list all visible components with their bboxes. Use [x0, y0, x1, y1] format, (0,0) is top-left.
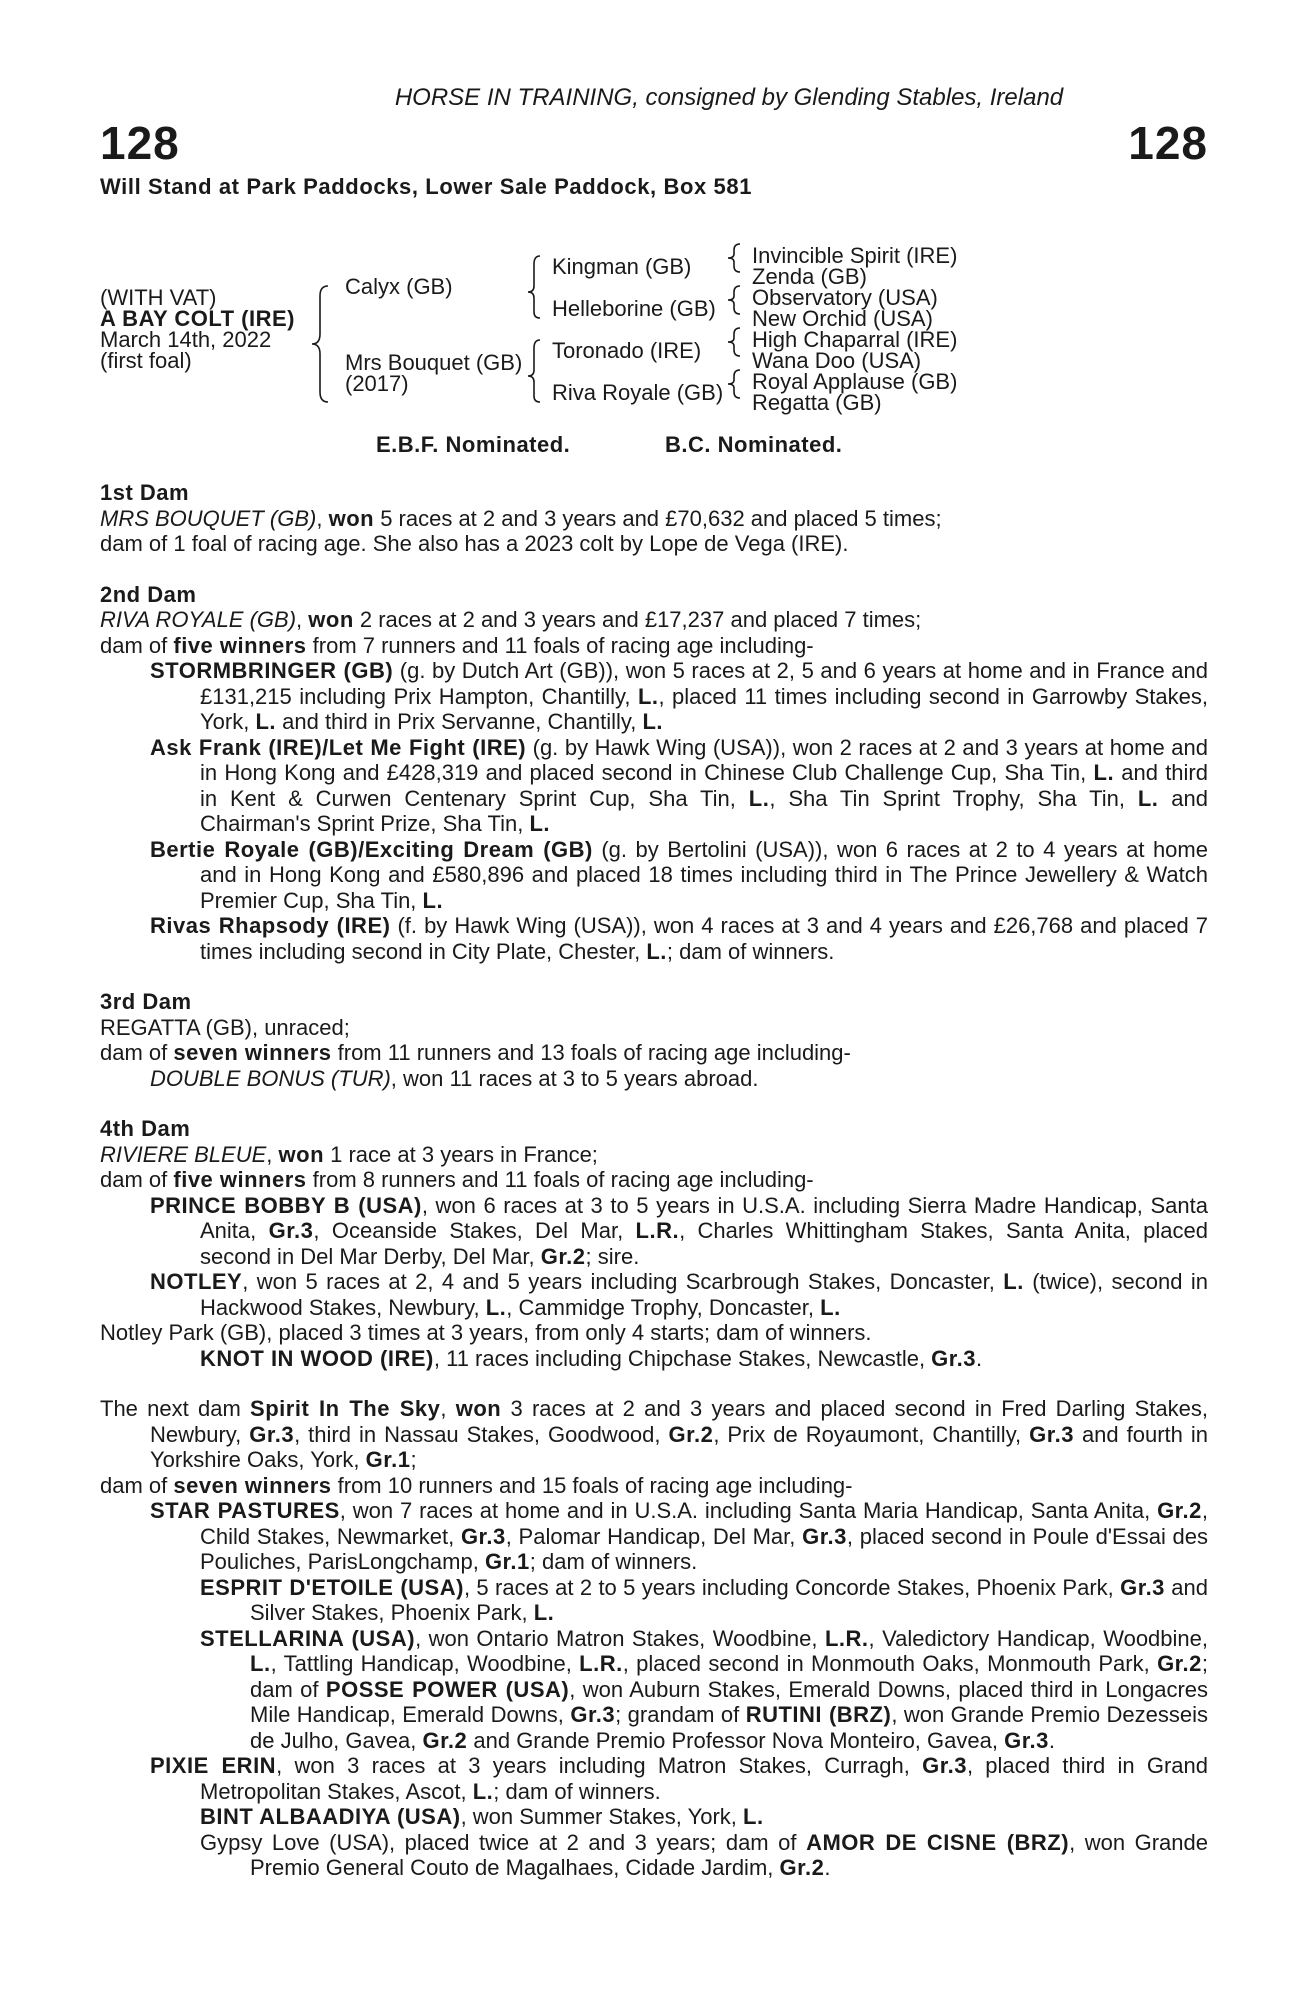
bracket-helleborine	[728, 286, 740, 314]
pedigree-notes	[100, 480, 1208, 1906]
bracket-dam	[528, 340, 540, 402]
progeny-pixie-erin: PIXIE ERIN, won 3 races at 3 years including Matron Stakes, Curragh, Gr.3, placed third in Grand Metropolitan Stakes, Ascot, L.; dam of winners.	[150, 1753, 1208, 1804]
bracket-kingman	[728, 244, 740, 272]
next-dam-section	[100, 1396, 1208, 1881]
bracket-toronado	[728, 328, 740, 356]
ancestor-dss: High Chaparral (IRE)	[752, 327, 958, 352]
bracket-riva	[728, 370, 740, 398]
third-dam-section	[100, 989, 1208, 1091]
lot-number-left: 128	[100, 117, 180, 169]
progeny-notley-park: Notley Park (GB), placed 3 times at 3 years, from only 4 starts; dam of winners.	[100, 1320, 872, 1345]
third-dam-produce: dam of seven winners from 11 runners and 13 foals of racing age including-	[100, 1040, 851, 1065]
progeny-bint-albaadiya: BINT ALBAADIYA (USA), won Summer Stakes, York, L.	[200, 1804, 764, 1829]
sire-name: Calyx (GB)	[345, 274, 453, 299]
horse-name: A BAY COLT (IRE)	[100, 306, 296, 331]
ancestor-sds: Observatory (USA)	[752, 285, 938, 310]
next-dam-record: The next dam Spirit In The Sky, won 3 races at 2 and 3 years and placed second in Fred Darling Stakes, Newbury, Gr.3, third in Nassau Stakes, Goodwood, Gr.2, Prix de Royaumont, Chantilly, Gr.3 and fourth in Yorkshire Oaks, York, Gr.1;	[100, 1396, 1208, 1472]
horse-dob: March 14th, 2022	[100, 327, 272, 352]
progeny-rivas-rhapsody: Rivas Rhapsody (IRE) (f. by Hawk Wing (USA)), won 4 races at 3 and 4 years and £26,768 and placed 7 times including second in City Plate, Chester, L.; dam of winners.	[150, 913, 1208, 964]
bracket-gen1	[312, 286, 328, 402]
progeny-notley: NOTLEY, won 5 races at 2, 4 and 5 years including Scarbrough Stakes, Doncaster, L. (twice), second in Hackwood Stakes, Newbury, L., Cammidge Trophy, Doncaster, L.	[150, 1269, 1208, 1320]
third-dam-heading: 3rd Dam	[100, 989, 192, 1014]
stand-location: Will Stand at Park Paddocks, Lower Sale Paddock, Box 581	[100, 174, 753, 199]
ancestor-dsd: Wana Doo (USA)	[752, 348, 922, 373]
consignor-line: HORSE IN TRAINING, consigned by Glending Stables, Ireland	[394, 84, 1064, 111]
progeny-ask-frank: Ask Frank (IRE)/Let Me Fight (IRE) (g. by Hawk Wing (USA)), won 2 races at 2 and 3 years at home and in Hong Kong and £428,319 and placed second in Chinese Club Challenge Cup, Sha Tin, L. and third in Kent & Curwen Centenary Sprint Cup, Sha Tin, L., Sha Tin Sprint Trophy, Sha Tin, L. and Chairman's Sprint Prize, Sha Tin, L.	[150, 734, 1209, 836]
progeny-bertie-royale: Bertie Royale (GB)/Exciting Dream (GB) (g. by Bertolini (USA)), won 6 races at 2 to 4 years at home and in Hong Kong and £580,896 and placed 18 times including third in The Prince Jewellery & Watch Premier Cup, Sha Tin, L.	[150, 836, 1208, 913]
progeny-double-bonus: DOUBLE BONUS (TUR), won 11 races at 3 to 5 years abroad.	[150, 1065, 759, 1091]
progeny-stormbringer: STORMBRINGER (GB) (g. by Dutch Art (GB)), won 5 races at 2, 5 and 6 years at home and in France and £131,215 including Prix Hampton, Chantilly, L., placed 11 times including second in Garrowby Stakes, York, L. and third in Prix Servanne, Chantilly, L.	[150, 658, 1209, 734]
fourth-dam-section	[100, 1116, 1208, 1371]
dam-dam: Riva Royale (GB)	[552, 380, 724, 405]
fourth-dam-heading: 4th Dam	[100, 1116, 191, 1141]
progeny-gypsy-love: Gypsy Love (USA), placed twice at 2 and 3 years; dam of AMOR DE CISNE (BRZ), won Grande Premio General Couto de Magalhaes, Cidade Jardim, Gr.2.	[200, 1829, 1208, 1880]
first-dam-section	[100, 480, 1208, 557]
first-dam-heading: 1st Dam	[100, 480, 190, 505]
ancestor-sdd: New Orchid (USA)	[752, 306, 933, 331]
fourth-dam-record: RIVIERE BLEUE, won 1 race at 3 years in France;	[100, 1141, 598, 1167]
next-dam-produce: dam of seven winners from 10 runners and 15 foals of racing age including-	[100, 1472, 853, 1498]
progeny-knot-in-wood: KNOT IN WOOD (IRE), 11 races including Chipchase Stakes, Newcastle, Gr.3.	[200, 1345, 983, 1371]
fourth-dam-produce: dam of five winners from 8 runners and 11 foals of racing age including-	[100, 1167, 814, 1192]
ancestor-ddd: Regatta (GB)	[752, 390, 882, 415]
second-dam-record: RIVA ROYALE (GB), won 2 races at 2 and 3 years and £17,237 and placed 7 times;	[100, 607, 922, 632]
second-dam-produce: dam of five winners from 7 runners and 11 foals of racing age including-	[100, 632, 814, 658]
vat-note: (WITH VAT)	[100, 285, 217, 310]
ancestor-sss: Invincible Spirit (IRE)	[752, 243, 958, 268]
bc-nominated: B.C. Nominated.	[665, 432, 843, 457]
ancestor-dds: Royal Applause (GB)	[752, 369, 958, 394]
progeny-esprit-detoile: ESPRIT D'ETOILE (USA), 5 races at 2 to 5 years including Concorde Stakes, Phoenix Park, Gr.3 and Silver Stakes, Phoenix Park, L.	[200, 1574, 1208, 1625]
horse-note: (first foal)	[100, 348, 192, 373]
dam-name: Mrs Bouquet (GB)	[345, 350, 523, 375]
progeny-star-pastures: STAR PASTURES, won 7 races at home and in U.S.A. including Santa Maria Handicap, Santa Anita, Gr.2, Child Stakes, Newmarket, Gr.3, Palomar Handicap, Del Mar, Gr.3, placed second in Poule d'Essai des Pouliches, ParisLongchamp, Gr.1; dam of winners.	[150, 1498, 1209, 1574]
progeny-prince-bobby-b: PRINCE BOBBY B (USA), won 6 races at 3 to 5 years in U.S.A. including Sierra Madre Handicap, Santa Anita, Gr.3, Oceanside Stakes, Del Mar, L.R., Charles Whittingham Stakes, Santa Anita, placed second in Del Mar Derby, Del Mar, Gr.2; sire.	[150, 1192, 1208, 1269]
sire-dam: Helleborine (GB)	[552, 296, 716, 321]
third-dam-record: REGATTA (GB), unraced;	[100, 1014, 350, 1040]
sire-sire: Kingman (GB)	[552, 254, 692, 279]
second-dam-heading: 2nd Dam	[100, 581, 197, 607]
ebf-nominated: E.B.F. Nominated.	[376, 432, 571, 457]
second-dam-section	[100, 582, 1208, 965]
dam-sire: Toronado (IRE)	[552, 338, 702, 363]
pedigree-table	[100, 208, 1208, 508]
ancestor-ssd: Zenda (GB)	[752, 264, 867, 289]
first-dam-produce: dam of 1 foal of racing age. She also has a 2023 colt by Lope de Vega (IRE).	[100, 531, 849, 556]
progeny-stellarina: STELLARINA (USA), won Ontario Matron Stakes, Woodbine, L.R., Valedictory Handicap, Woodbine, L., Tattling Handicap, Woodbine, L.R., placed second in Monmouth Oaks, Monmouth Park, Gr.2; dam of POSSE POWER (USA), won Auburn Stakes, Emerald Downs, placed third in Longacres Mile Handicap, Emerald Downs, Gr.3; grandam of RUTINI (BRZ), won Grande Premio Dezesseis de Julho, Gavea, Gr.2 and Grande Premio Professor Nova Monteiro, Gavea, Gr.3.	[200, 1625, 1209, 1753]
dam-year: (2017)	[345, 371, 409, 396]
bracket-sire	[528, 256, 540, 318]
first-dam-record: MRS BOUQUET (GB), won 5 races at 2 and 3 years and £70,632 and placed 5 times;	[100, 505, 942, 531]
lot-number-right: 128	[1128, 117, 1208, 169]
